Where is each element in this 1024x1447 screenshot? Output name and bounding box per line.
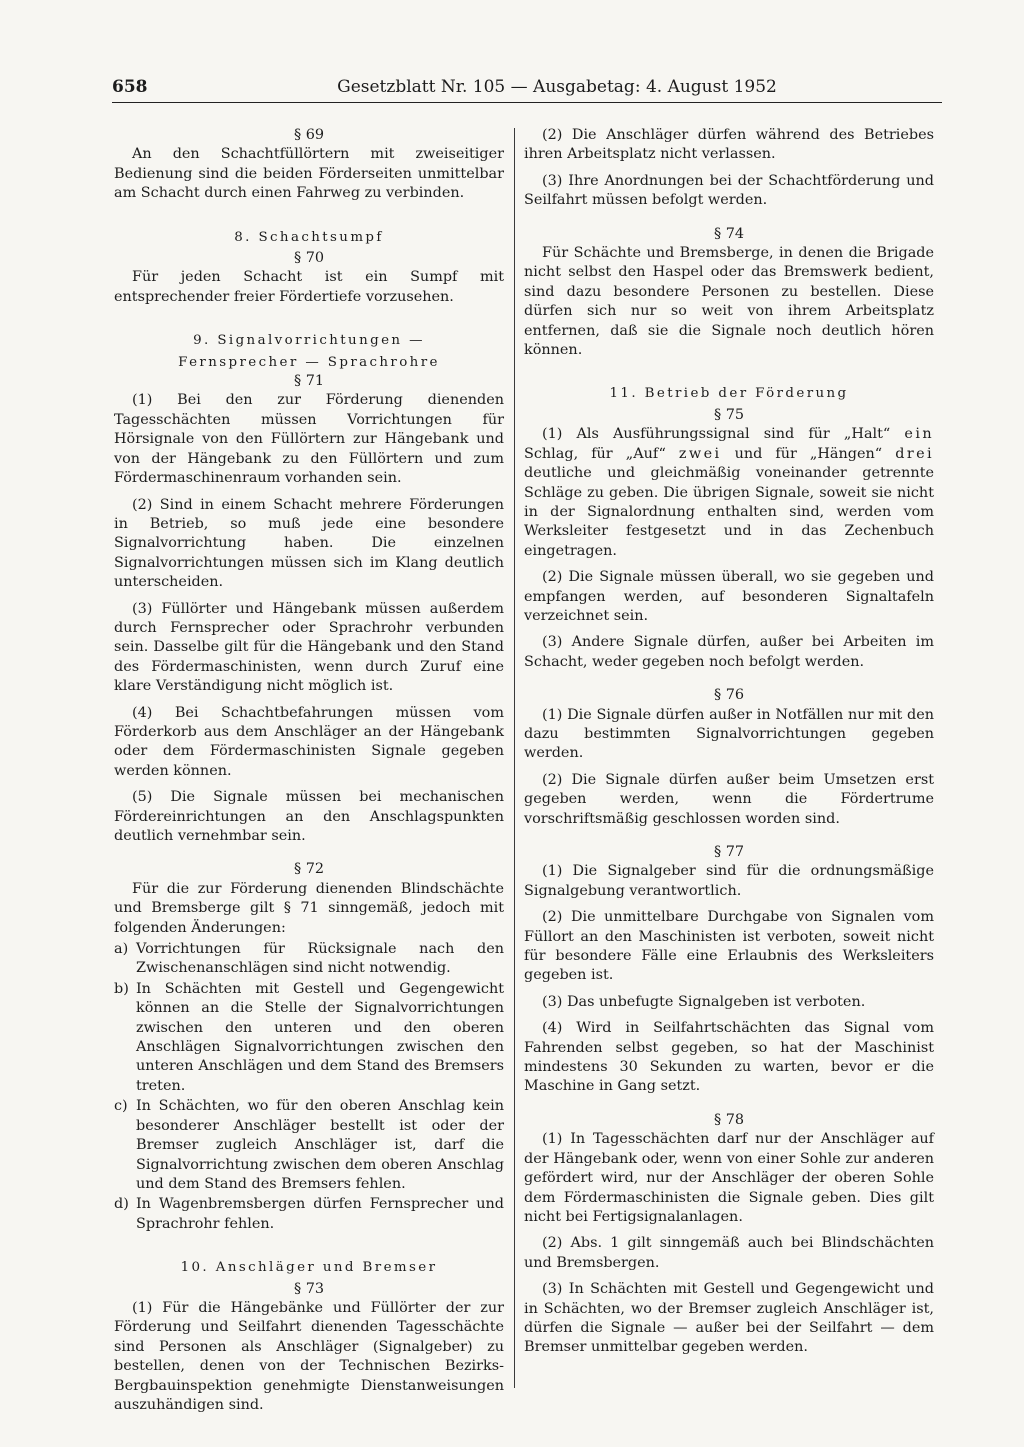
list-item <box>114 980 504 1096</box>
section-77-paragraph-1: (1) Die Signalgeber sind für die ordnungsmäßige Signalgebung verantwortlich. <box>524 863 934 899</box>
section-76-title: § 76 <box>713 687 745 704</box>
chapter-10-heading: 10. Anschläger und Bremser <box>180 1260 438 1276</box>
list-item-label: d) <box>114 1196 129 1213</box>
list-item-label: a) <box>114 941 129 958</box>
section-77-title: § 77 <box>713 844 745 860</box>
section-73-paragraph-3: (3) Ihre Anordnungen bei der Schachtförderung und Seilfahrt müssen befolgt werden. <box>524 172 934 209</box>
column-divider <box>514 128 515 1388</box>
section-71-paragraph-5: (5) Die Signale müssen bei mechanischen Fördereinrichtungen an den Anschlagspunkten deutlich vernehmbar sein. <box>114 789 504 844</box>
section-76-paragraph-2: (2) Die Signale dürfen außer beim Umsetzen erst gegeben werden, wenn die Fördertrume vorschriftsmäßig geschlossen worden sind. <box>524 771 934 827</box>
text-run: deutliche und gleichmäßig voneinander getrennte Schläge zu geben. Die übrigen Signale, soweit sie nicht in der Signalordnung enthalten sind, werden vom Werksleiter festgesetzt und in das Zechenbuch eingetragen. <box>524 465 934 559</box>
list-item-text: In Wagenbremsbergen dürfen Fernsprecher und Sprachrohr fehlen. <box>136 1196 504 1232</box>
list-item-label: b) <box>114 980 129 997</box>
section-72-list <box>114 940 504 1234</box>
section-75-title: § 75 <box>713 406 745 423</box>
text-run: und für „Hängen“ <box>721 445 896 462</box>
section-76-paragraph-1: (1) Die Signale dürfen außer in Notfällen nur mit den dazu bestimmten Signalvorrichtungen gegeben werden. <box>524 706 934 762</box>
section-78-paragraph-1: (1) In Tagesschächten darf nur der Anschläger auf der Hängebank oder, wenn von einer Sohle zur anderen gefördert wird, nur der Anschläger der oberen Sohle dem Fördermaschinisten die Signale geben. Dies gilt nicht bei Fertigsignalanlagen. <box>524 1131 934 1225</box>
text-run: (1) Als Ausführungssignal sind für „Halt“ <box>542 426 905 443</box>
chapter-9-heading-line1: 9. Signalvorrichtungen — <box>193 333 425 349</box>
list-item-text: In Schächten, wo für den oberen Anschlag kein besonderer Anschläger bestellt ist oder der Bremser zugleich Anschläger ist, darf die Signalvorrichtung zwischen dem oberen Anschlag und dem Stand des Bremsers fehlen. <box>136 1098 504 1192</box>
section-75-paragraph-1 <box>524 425 934 561</box>
section-73-title: § 73 <box>293 1280 325 1297</box>
section-78-paragraph-3: (3) In Schächten mit Gestell und Gegengewicht und in Schächten, wo der Bremser zugleich Anschläger ist, dürfen die Signale — außer bei der Seilfahrt — dem Bremser unmittelbar gegeben werden. <box>524 1281 934 1356</box>
section-69-paragraph: An den Schachtfüllörtern mit zweiseitiger Bedienung sind die beiden Förderseiten unmittelbar am Schacht durch einen Fahrweg zu verbinden. <box>114 146 504 202</box>
emphasis-three: drei <box>895 445 935 462</box>
section-71-paragraph-3: (3) Füllörter und Hängebank müssen außerdem durch Fernsprecher oder Sprachrohr verbunden sein. Dasselbe gilt für die Hängebank und den Stand des Fördermaschinisten, wenn durch Zuruf eine klare Verständigung nicht möglich ist. <box>114 600 504 695</box>
section-72-paragraph: Für die zur Förderung dienenden Blindschächte und Bremsberge gilt § 71 sinngemäß, jedoch mit folgenden Änderungen: <box>114 880 504 936</box>
list-item-label: c) <box>114 1098 128 1115</box>
right-column <box>524 126 934 1358</box>
section-74-title: § 74 <box>713 225 745 242</box>
list-item <box>114 940 504 979</box>
section-72-title: § 72 <box>293 861 325 878</box>
section-77-paragraph-4: (4) Wird in Seilfahrtschächten das Signal vom Fahrenden selbst gegeben, so hat der Maschinist mindestens 30 Sekunden zu warten, bevor er die Maschine in Gang setzt. <box>524 1020 934 1095</box>
section-73-paragraph-2: (2) Die Anschläger dürfen während des Betriebes ihren Arbeitsplatz nicht verlassen. <box>524 127 934 163</box>
section-77-paragraph-3: (3) Das unbefugte Signalgeben ist verboten. <box>542 993 866 1010</box>
gazette-title: Gesetzblatt Nr. 105 — Ausgabetag: 4. August 1952 <box>337 77 777 97</box>
section-71-paragraph-2: (2) Sind in einem Schacht mehrere Förderungen in Betrieb, so muß jede eine besondere Signalvorrichtung haben. Die einzelnen Signalvorrichtungen müssen sich im Klang deutlich unterscheiden. <box>114 496 504 591</box>
section-77-paragraph-2: (2) Die unmittelbare Durchgabe von Signalen vom Füllort an den Maschinisten ist verboten, soweit nicht für besondere Fälle eine Erlaubnis des Werksleiters gegeben ist. <box>524 909 934 984</box>
list-item <box>114 1195 504 1234</box>
section-78-title: § 78 <box>713 1111 745 1128</box>
emphasis-two: zwei <box>678 445 722 462</box>
section-71-title: § 71 <box>293 373 325 390</box>
section-75-paragraph-3: (3) Andere Signale dürfen, außer bei Arbeiten im Schacht, weder gegeben noch befolgt werden. <box>524 634 934 670</box>
list-item-text: Vorrichtungen für Rücksignale nach den Zwischenanschlägen sind nicht notwendig. <box>136 941 504 977</box>
section-70-title: § 70 <box>293 250 325 267</box>
section-74-paragraph: Für Schächte und Bremsberge, in denen die Brigade nicht selbst den Haspel oder das Bremswerk bedient, sind dazu besondere Personen zu bestellen. Diese dürfen sich nur so weit von ihrem Arbeitsplatz entfernen, daß sie die Signale noch deutlich hören können. <box>524 245 934 359</box>
section-71-paragraph-4: (4) Bei Schachtbefahrungen müssen vom Förderkorb aus dem Anschläger an der Hängebank oder dem Fördermaschinisten Signale gegeben werden können. <box>114 704 504 779</box>
list-item <box>114 1097 504 1194</box>
chapter-8-heading: 8. Schachtsumpf <box>234 229 384 245</box>
page-number: 658 <box>112 77 148 97</box>
section-71-paragraph-1: (1) Bei den zur Förderung dienenden Tagesschächten müssen Vorrichtungen für Hörsignale von den Füllörtern zur Hängebank und von der Hängebank zu den Füllörtern und zum Fördermaschinenraum vorhanden sein. <box>114 392 504 487</box>
left-column <box>114 126 504 1415</box>
list-item-text: In Schächten mit Gestell und Gegengewicht können an die Stelle der Signalvorrichtungen zwischen den unteren und den oberen Anschlägen Signalvorrichtungen zwischen den unteren Anschlägen und dem Stand des Bremsers treten. <box>136 980 504 1094</box>
section-69-title: § 69 <box>293 127 325 143</box>
emphasis-one: ein <box>904 426 934 443</box>
chapter-9-heading-line2: Fernsprecher — Sprachrohre <box>178 354 440 370</box>
section-75-paragraph-2: (2) Die Signale müssen überall, wo sie gegeben und empfangen werden, auf besonderen Signaltafeln verzeichnet sein. <box>524 569 934 624</box>
page-header <box>112 72 942 103</box>
text-run: Schlag, für „Auf“ <box>524 445 679 462</box>
section-78-paragraph-2: (2) Abs. 1 gilt sinngemäß auch bei Blindschächten und Bremsbergen. <box>524 1235 934 1271</box>
chapter-11-heading: 11. Betrieb der Förderung <box>609 386 849 402</box>
section-70-paragraph: Für jeden Schacht ist ein Sumpf mit entsprechender freier Fördertiefe vorzusehen. <box>114 269 504 305</box>
section-73-paragraph-1: (1) Für die Hängebänke und Füllörter der zur Förderung und Seilfahrt dienenden Tagesschächte sind Personen als Anschläger (Signalgeber) zu bestellen, denen von der Technischen Bezirks-Bergbauinspektion genehmigte Dienstanweisungen auszuhändigen sind. <box>114 1299 504 1413</box>
